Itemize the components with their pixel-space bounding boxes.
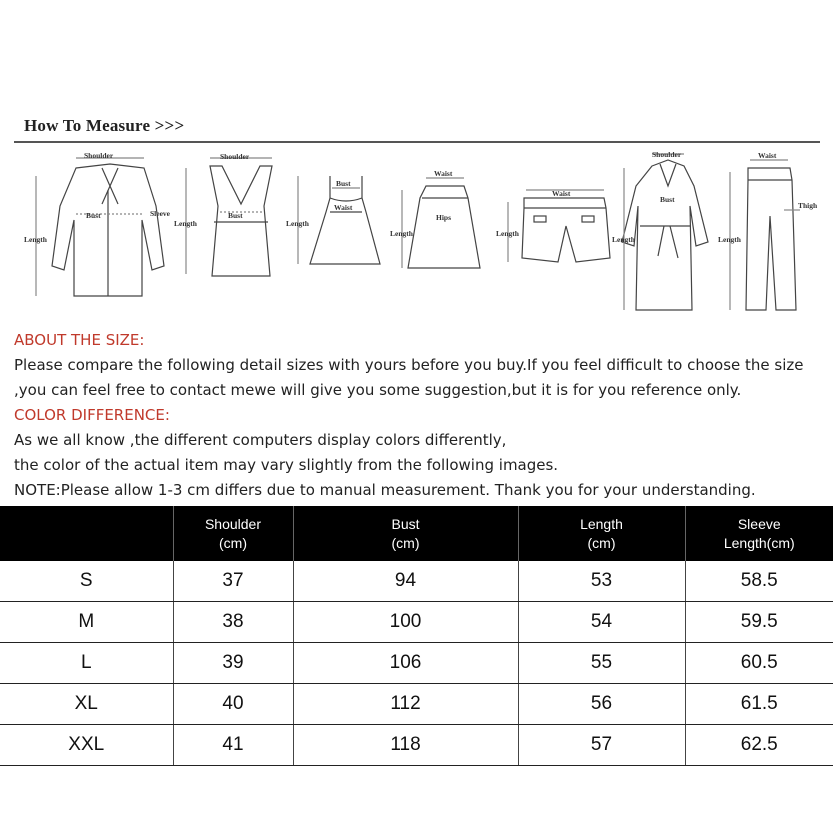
- cell-sleeve: 59.5: [685, 602, 833, 643]
- cell-size: XL: [0, 684, 173, 725]
- label-bust-1: Bust: [86, 211, 101, 220]
- cell-bust: 100: [293, 602, 518, 643]
- cell-shoulder: 38: [173, 602, 293, 643]
- header-length-line2: (cm): [587, 534, 616, 551]
- label-length-3: Length: [286, 219, 309, 228]
- cell-shoulder: 39: [173, 643, 293, 684]
- cell-length: 55: [518, 643, 685, 684]
- header-sleeve-line2: Length(cm): [723, 534, 795, 551]
- label-thigh-7: Thigh: [798, 201, 818, 210]
- cell-sleeve: 58.5: [685, 561, 833, 602]
- header-shoulder: [173, 506, 293, 561]
- label-bust-2: Bust: [228, 211, 243, 220]
- color-difference-line-1: As we all know ,the different computers display colors differently,: [14, 431, 507, 449]
- measure-diagrams: [14, 146, 820, 318]
- size-table-header-row: [0, 506, 833, 561]
- color-difference-line-2: the color of the actual item may vary slightly from the following images.: [14, 456, 559, 474]
- cell-sleeve: 60.5: [685, 643, 833, 684]
- cell-bust: 112: [293, 684, 518, 725]
- label-length-5: Length: [496, 229, 519, 238]
- cami-dress-diagram: [298, 176, 380, 264]
- measurement-note: NOTE:Please allow 1-3 cm differs due to manual measurement. Thank you for your understanding.: [14, 481, 756, 499]
- cell-bust: 94: [293, 561, 518, 602]
- cell-bust: 118: [293, 725, 518, 766]
- cell-size: S: [0, 561, 173, 602]
- label-sleeve-1: Sleeve: [150, 209, 170, 218]
- table-row: [0, 602, 833, 643]
- size-notes: [14, 328, 830, 503]
- label-bust-3: Bust: [336, 179, 351, 188]
- header-length: [518, 506, 685, 561]
- label-waist-3: Waist: [334, 203, 353, 212]
- cell-size: M: [0, 602, 173, 643]
- cell-sleeve: 62.5: [685, 725, 833, 766]
- cell-length: 53: [518, 561, 685, 602]
- cell-size: L: [0, 643, 173, 684]
- shorts-diagram: [508, 190, 610, 262]
- blouse-diagram: [36, 158, 164, 296]
- about-size-line-1: Please compare the following detail sizes with yours before you buy.If you feel difficult to choose the size: [14, 356, 804, 374]
- header-size: [0, 506, 173, 561]
- table-row: [0, 561, 833, 602]
- size-chart-table: [0, 506, 833, 766]
- header-bust-line2: (cm): [391, 534, 420, 551]
- about-size-line-2: ,you can feel free to contact mewe will give you some suggestion,but it is for you reference only.: [14, 381, 742, 399]
- table-row: [0, 684, 833, 725]
- color-difference-heading: COLOR DIFFERENCE:: [14, 406, 170, 424]
- label-shoulder-6: Shoulder: [652, 150, 682, 159]
- cell-length: 57: [518, 725, 685, 766]
- label-waist-5: Waist: [552, 189, 571, 198]
- label-waist-7: Waist: [758, 151, 777, 160]
- label-length-4: Length: [390, 229, 413, 238]
- table-row: [0, 725, 833, 766]
- label-shoulder-2: Shoulder: [220, 152, 250, 161]
- header-sleeve-length: [685, 506, 833, 561]
- cell-length: 56: [518, 684, 685, 725]
- top-divider: [14, 141, 820, 143]
- cell-shoulder: 40: [173, 684, 293, 725]
- skirt-diagram: [402, 178, 480, 268]
- header-shoulder-line2: (cm): [219, 534, 247, 551]
- cell-bust: 106: [293, 643, 518, 684]
- measure-diagram-svg: [14, 146, 820, 318]
- label-bust-6: Bust: [660, 195, 675, 204]
- about-size-heading: ABOUT THE SIZE:: [14, 331, 145, 349]
- label-length-6: Length: [612, 235, 635, 244]
- header-shoulder-line1: Shoulder: [204, 515, 262, 532]
- label-waist-4: Waist: [434, 169, 453, 178]
- label-length-2: Length: [174, 219, 197, 228]
- label-length-7: Length: [718, 235, 741, 244]
- cell-size: XXL: [0, 725, 173, 766]
- label-shoulder-1: Shoulder: [84, 151, 114, 160]
- cell-length: 54: [518, 602, 685, 643]
- cell-sleeve: 61.5: [685, 684, 833, 725]
- header-bust: [293, 506, 518, 561]
- coat-diagram: [622, 154, 708, 310]
- header-length-line1: Length: [580, 515, 623, 532]
- cell-shoulder: 41: [173, 725, 293, 766]
- table-row: [0, 643, 833, 684]
- how-to-measure-title: How To Measure >>>: [24, 116, 185, 135]
- label-hips-4: Hips: [436, 213, 452, 222]
- header-sleeve-line1: Sleeve: [737, 515, 781, 532]
- label-length-1: Length: [24, 235, 47, 244]
- header-bust-line1: Bust: [391, 515, 420, 532]
- cell-shoulder: 37: [173, 561, 293, 602]
